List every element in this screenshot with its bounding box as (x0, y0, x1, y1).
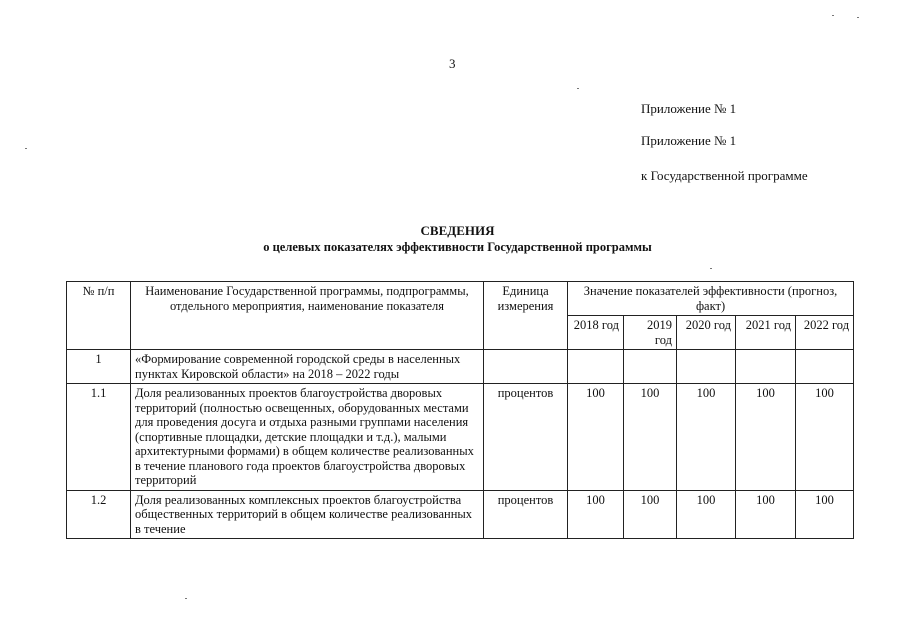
table-row (67, 384, 854, 491)
row-value: 100 (568, 384, 624, 491)
row-value: 100 (677, 490, 736, 539)
document-heading (0, 222, 905, 256)
row-value: 100 (736, 384, 796, 491)
row-value: 100 (796, 384, 854, 491)
document-title: СВЕДЕНИЯ (420, 223, 495, 238)
table-header-row (67, 282, 854, 316)
row-value (736, 350, 796, 384)
row-num: 1.1 (67, 384, 131, 491)
row-value: 100 (568, 490, 624, 539)
indicators-table (66, 281, 854, 539)
row-unit: процентов (484, 384, 568, 491)
row-num: 1.2 (67, 490, 131, 539)
scan-speck (185, 598, 187, 599)
row-value (568, 350, 624, 384)
row-value: 100 (677, 384, 736, 491)
scan-speck (832, 15, 834, 16)
scan-speck (857, 17, 859, 18)
header-year: 2019 год (624, 316, 677, 350)
row-value (624, 350, 677, 384)
appendix-line-1: Приложение № 1 (641, 101, 737, 116)
row-value: 100 (624, 384, 677, 491)
row-value: 100 (796, 490, 854, 539)
table-row (67, 350, 854, 384)
row-value: 100 (736, 490, 796, 539)
scan-speck (25, 148, 27, 149)
header-unit: Единица измерения (484, 282, 568, 350)
row-unit (484, 350, 568, 384)
row-unit: процентов (484, 490, 568, 539)
scan-speck (710, 268, 712, 269)
header-name: Наименование Государственной программы, подпрограммы, отдельного мероприятия, наименование показателя (131, 282, 484, 350)
appendix-line-2: Приложение № 1 (641, 133, 737, 148)
row-num: 1 (67, 350, 131, 384)
row-value: 100 (624, 490, 677, 539)
header-year: 2022 год (796, 316, 854, 350)
header-year: 2020 год (677, 316, 736, 350)
row-name: Доля реализованных проектов благоустройства дворовых территорий (полностью освещенных, оборудованных местами для проведения досуга и отдыха разными группами населения (спортивные площадки, детские площадки и т.д.), малыми архитектурными формами) в общем количестве реализованных в течение планового года проектов благоустройства дворовых территорий (131, 384, 484, 491)
header-values: Значение показателей эффективности (прогноз, факт) (568, 282, 854, 316)
table-row (67, 490, 854, 539)
appendix-line-3: к Государственной программе (641, 168, 808, 183)
row-name: Доля реализованных комплексных проектов благоустройства общественных территорий в общем количестве реализованных в течение (131, 490, 484, 539)
header-year: 2018 год (568, 316, 624, 350)
header-num: № п/п (67, 282, 131, 350)
page-number: 3 (449, 56, 456, 71)
row-value (677, 350, 736, 384)
row-name: «Формирование современной городской среды в населенных пунктах Кировской области» на 2018 – 2022 годы (131, 350, 484, 384)
row-value (796, 350, 854, 384)
document-subtitle: о целевых показателях эффективности Государственной программы (263, 240, 652, 254)
header-year: 2021 год (736, 316, 796, 350)
scan-speck (577, 88, 579, 89)
